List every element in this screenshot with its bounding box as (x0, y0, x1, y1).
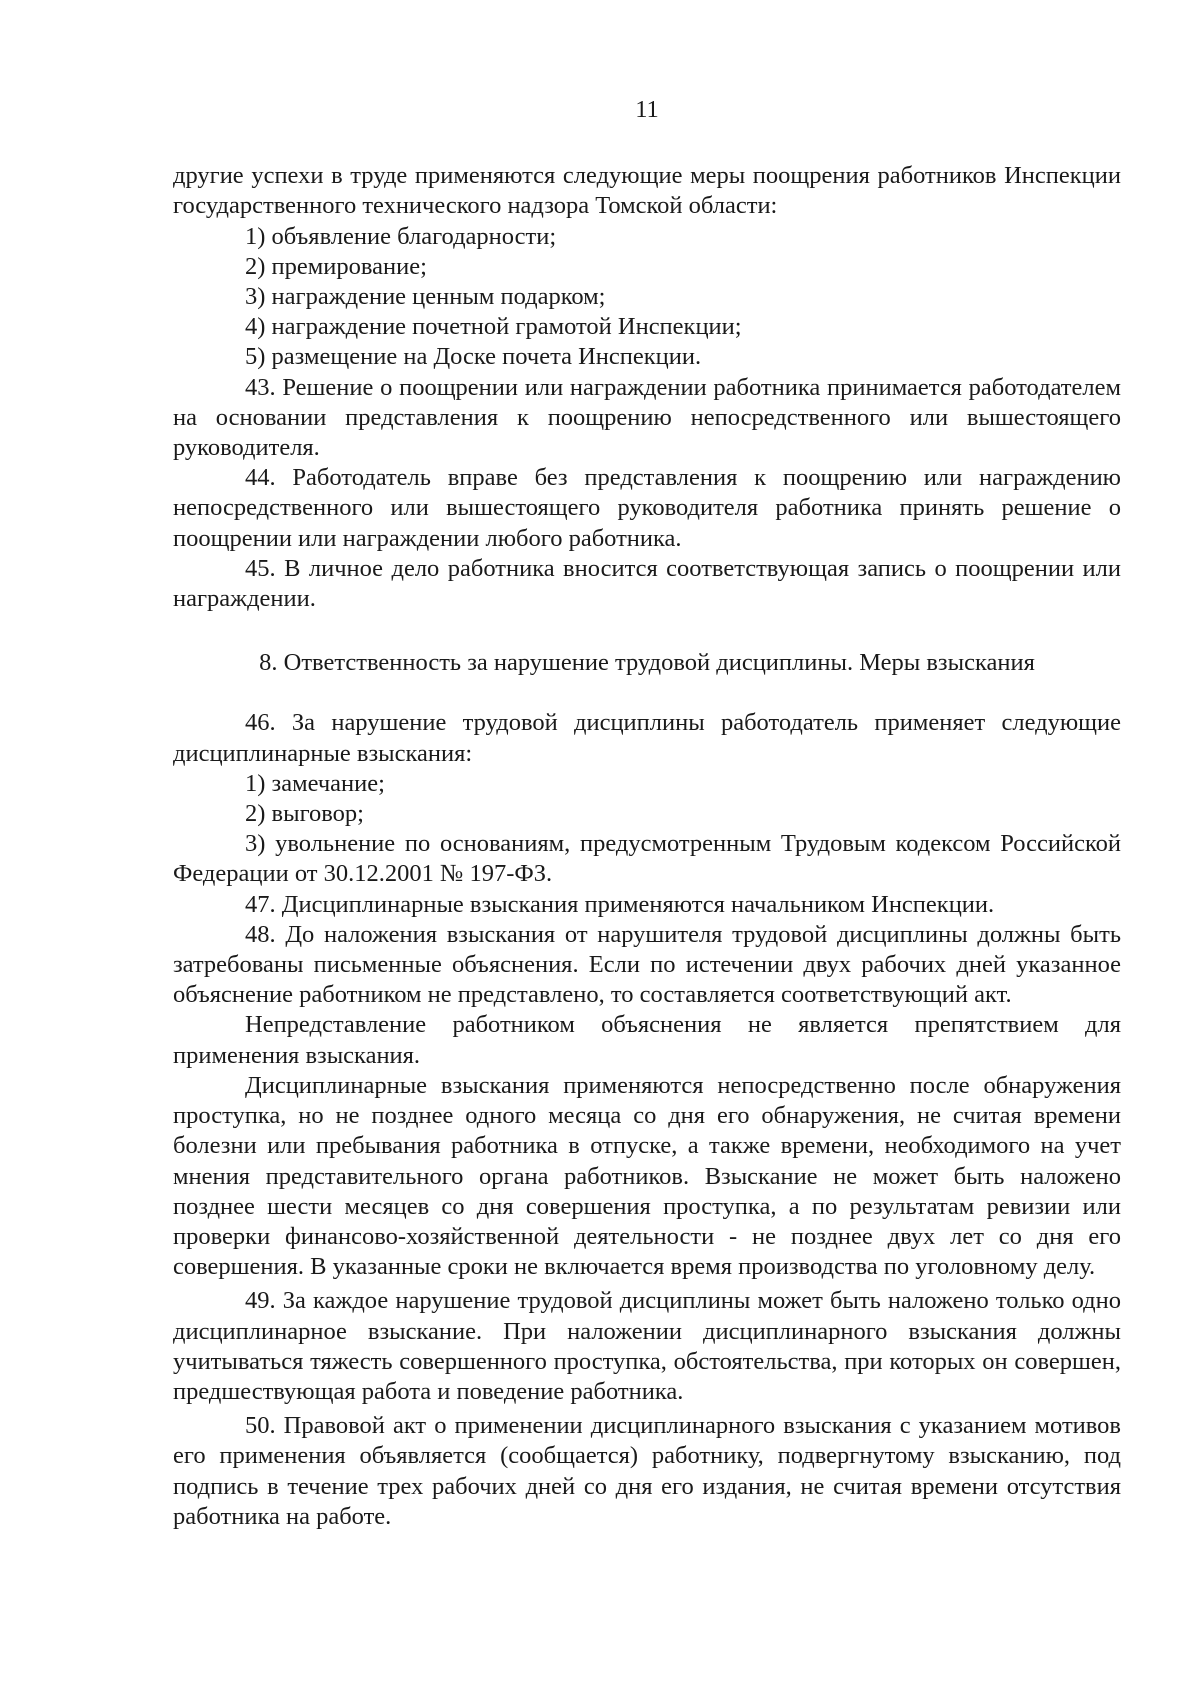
section-8-heading: 8. Ответственность за нарушение трудовой дисциплины. Меры взыскания (259, 649, 1035, 677)
paragraph-50: 50. Правовой акт о применении дисциплинарного взыскания с указанием мотивов его применения объявляется (сообщается) работнику, подвергнутому взысканию, под подпись в течение трех рабочих дней со дня его издания, не считая времени отсутствия работника на работе. (173, 1412, 1121, 1530)
list-item: 3) награждение ценным подарком; (245, 283, 606, 311)
intro-paragraph: другие успехи в труде применяются следующие меры поощрения работников Инспекции государственного технического надзора Томской области: (173, 162, 1121, 220)
paragraph-45: 45. В личное дело работника вносится соответствующая запись о поощрении или награждении. (173, 554, 1121, 613)
paragraph-44: 44. Работодатель вправе без представления к поощрению или награждению непосредственного или вышестоящего руководителя работника принять решение о поощрении или награждении любого работника. (173, 464, 1121, 552)
paragraph-48-c: Дисциплинарные взыскания применяются непосредственно после обнаружения проступка, но не позднее одного месяца со дня его обнаружения, не считая времени болезни или пребывания работника в отпуске, а также времени, необходимого на учет мнения представительного органа работников. Взыскание не может быть наложено позднее шести месяцев со дня совершения проступка, а по результатам ревизии или проверки финансово-хозяйственной деятельности - не позднее двух лет со дня его совершения. В указанные сроки не включается время производства по уголовному делу. (173, 1071, 1121, 1281)
penalty-3: 3) увольнение по основаниям, предусмотренным Трудовым кодексом Российской Федерации от 30.12.2001 № 197-ФЗ. (173, 830, 1121, 888)
list-item: 2) премирование; (245, 252, 427, 280)
list-item: 1) объявление благодарности; (245, 222, 557, 250)
list-item: 1) замечание; (245, 769, 385, 797)
paragraph-48-b: Непредставление работником объяснения не является препятствием для применения взыскания. (173, 1011, 1121, 1069)
list-item: 2) выговор; (245, 800, 364, 828)
document-page (173, 95, 1121, 1532)
penalties-list (173, 769, 1121, 829)
list-item: 4) награждение почетной грамотой Инспекции; (245, 313, 742, 341)
rewards-list (173, 222, 1121, 373)
paragraph-47: 47. Дисциплинарные взыскания применяются начальником Инспекции. (245, 890, 995, 918)
page-number: 11 (635, 96, 659, 123)
paragraph-49: 49. За каждое нарушение трудовой дисциплины может быть наложено только одно дисциплинарное взыскание. При наложении дисциплинарного взыскания должны учитываться тяжесть совершенного проступка, обстоятельства, при которых он совершен, предшествующая работа и поведение работника. (173, 1287, 1121, 1405)
paragraph-43: 43. Решение о поощрении или награждении работника принимается работодателем на основании представления к поощрению непосредственного или вышестоящего руководителя. (173, 373, 1121, 462)
list-item: 5) размещение на Доске почета Инспекции. (245, 343, 702, 371)
paragraph-48: 48. До наложения взыскания от нарушителя трудовой дисциплины должны быть затребованы письменные объяснения. Если по истечении двух рабочих дней указанное объяснение работником не представлено, то составляется соответствующий акт. (173, 920, 1121, 1009)
paragraph-46: 46. За нарушение трудовой дисциплины работодатель применяет следующие дисциплинарные взыскания: (173, 709, 1121, 767)
